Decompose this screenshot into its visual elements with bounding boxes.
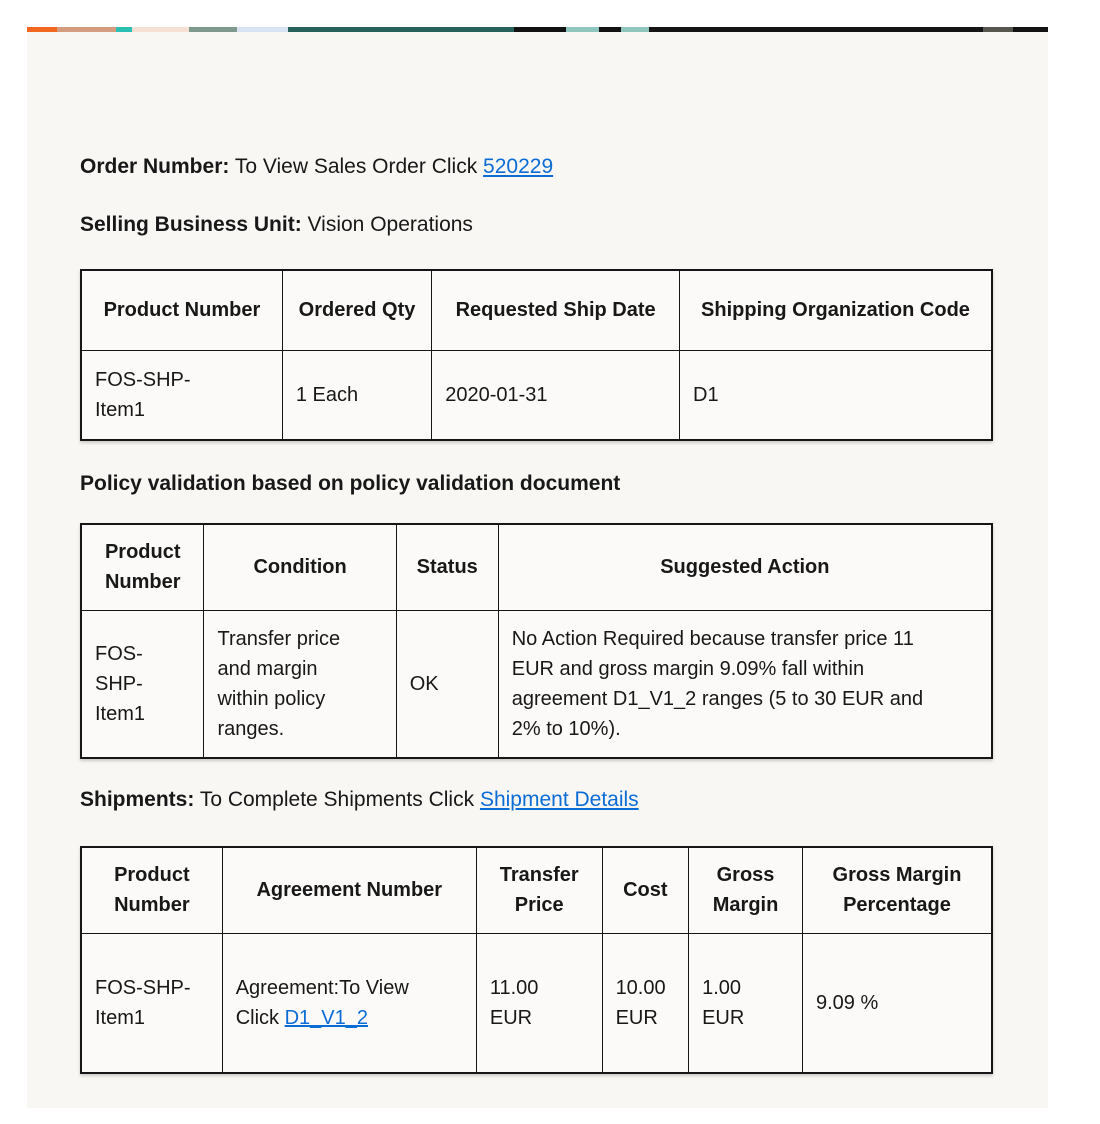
strip-segment-light-teal-1 <box>566 27 599 32</box>
policy-table-row <box>81 610 992 758</box>
shipment-table-row <box>81 933 992 1073</box>
policy-validation-table <box>80 523 993 759</box>
policy-table-header-row <box>81 524 992 610</box>
shipment-cell-transfer-price: 11.00 EUR <box>476 933 602 1073</box>
shipments-line <box>80 788 1048 812</box>
order-cell-shipping-org-code: D1 <box>680 350 993 440</box>
shipment-header-gross-margin-percentage: Gross Margin Percentage <box>802 847 992 933</box>
policy-cell-condition: Transfer price and margin within policy ranges. <box>204 610 396 758</box>
order-header-product-number: Product Number <box>81 270 282 350</box>
agreement-text: Agreement:To View Click <box>235 976 409 1029</box>
shipment-header-agreement-number: Agreement Number <box>222 847 476 933</box>
policy-header-condition: Condition <box>204 524 396 610</box>
policy-cell-product-number: FOS-SHP-Item1 <box>81 610 204 758</box>
shipment-cell-gross-margin-percentage: 9.09 % <box>802 933 992 1073</box>
order-cell-product-number: FOS-SHP-Item1 <box>81 350 282 440</box>
strip-segment-black-1 <box>514 27 566 32</box>
strip-segment-sage <box>189 27 237 32</box>
policy-header-status: Status <box>396 524 498 610</box>
order-header-ordered-qty: Ordered Qty <box>282 270 431 350</box>
shipment-header-transfer-price: Transfer Price <box>476 847 602 933</box>
strip-segment-lavender <box>237 27 288 32</box>
order-table-row <box>81 350 992 440</box>
brand-color-strip <box>27 27 1048 32</box>
shipment-cell-gross-margin: 1.00 EUR <box>689 933 803 1073</box>
shipment-cell-product-number: FOS-SHP-Item1 <box>81 933 222 1073</box>
policy-header-suggested-action: Suggested Action <box>498 524 992 610</box>
shipments-text: To Complete Shipments Click <box>199 788 475 811</box>
strip-segment-gray <box>983 27 1013 32</box>
shipments-label: Shipments: <box>80 788 195 811</box>
order-number-line <box>80 155 1048 179</box>
strip-segment-dark-teal <box>288 27 515 32</box>
sales-order-link[interactable]: 520229 <box>483 155 554 178</box>
order-header-shipping-org-code: Shipping Organization Code <box>680 270 993 350</box>
strip-segment-salmon <box>57 27 116 32</box>
strip-segment-black-4 <box>1013 27 1048 32</box>
shipment-header-product-number: Product Number <box>81 847 222 933</box>
strip-segment-black-2 <box>599 27 621 32</box>
policy-validation-heading: Policy validation based on policy validation document <box>80 472 621 495</box>
order-cell-ordered-qty: 1 Each <box>282 350 431 440</box>
strip-segment-light-teal-2 <box>621 27 649 32</box>
shipment-header-gross-margin: Gross Margin <box>689 847 803 933</box>
shipment-table-header-row <box>81 847 992 933</box>
order-details-table <box>80 269 993 441</box>
strip-segment-orange <box>27 27 57 32</box>
order-table-header-row <box>81 270 992 350</box>
shipment-header-cost: Cost <box>602 847 689 933</box>
document-body <box>27 32 1048 1074</box>
shipment-pricing-table <box>80 846 993 1074</box>
strip-segment-teal <box>116 27 132 32</box>
selling-business-unit-line <box>80 213 1048 237</box>
policy-cell-suggested-action: No Action Required because transfer price 11 EUR and gross margin 9.09% fall within agreement D1_V1_2 ranges (5 to 30 EUR and 2% to 10%). <box>498 610 992 758</box>
notification-panel <box>27 27 1048 1108</box>
selling-business-unit-value: Vision Operations <box>307 213 473 236</box>
policy-cell-status: OK <box>396 610 498 758</box>
agreement-link[interactable]: D1_V1_2 <box>284 1006 369 1029</box>
order-cell-requested-ship-date: 2020-01-31 <box>432 350 680 440</box>
selling-business-unit-label: Selling Business Unit: <box>80 213 302 236</box>
strip-segment-pink <box>132 27 189 32</box>
shipment-details-link[interactable]: Shipment Details <box>479 788 639 811</box>
strip-segment-black-3 <box>649 27 983 32</box>
shipment-cell-agreement-number <box>222 933 476 1073</box>
order-number-label: Order Number: <box>80 155 230 178</box>
order-number-text: To View Sales Order Click <box>234 155 478 178</box>
order-header-requested-ship-date: Requested Ship Date <box>432 270 680 350</box>
shipment-cell-cost: 10.00 EUR <box>602 933 689 1073</box>
policy-header-product-number: Product Number <box>81 524 204 610</box>
